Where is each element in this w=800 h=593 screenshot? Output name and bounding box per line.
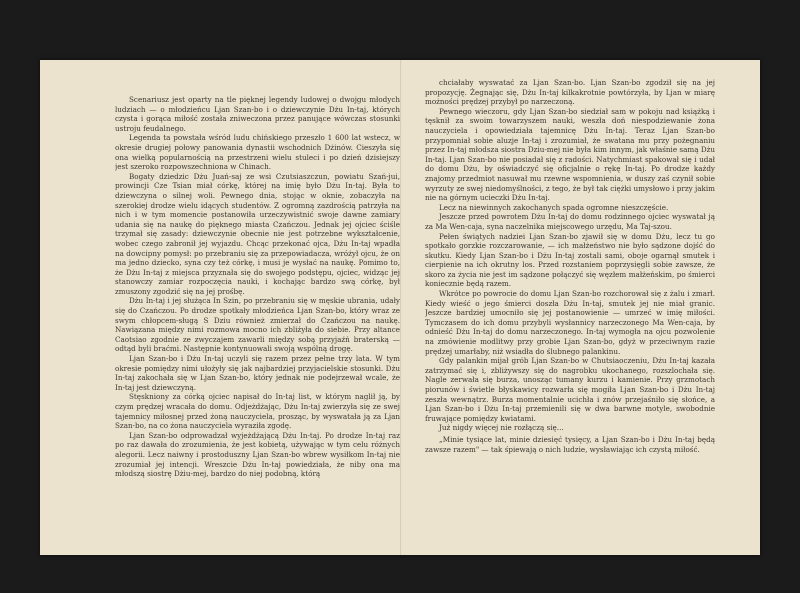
paragraph: Już nigdy więcej nie rozłączą się... (439, 423, 564, 433)
paragraph: Ljan Szan-bo i Dżu In-taj uczyli się razem przez pełne trzy lata. W tym okresie pomiędzy nimi ułożyły się jak najbardziej przyjacielskie stosunki. Dżu In-taj zakochała się w Ljan Szan-bo, który jednak nie podejrzewał wcale, że In-taj jest dziewczyną. (115, 354, 400, 392)
document-sheet (40, 60, 760, 555)
paragraph: Pełen świątych nadziei Ljan Szan-bo zjawił się w domu Dżu, lecz tu go spotkało gorzkie rozczarowanie, — ich małżeństwo nie było sądzone dojść do skutku. Kiedy Ljan Szan-bo i Dżu In-taj zostali sami, oboje ogarnął smutek i cierpienie na ich okrutny los. Przed rozstaniem poprzysięgli sobie zawsze, że skoro za życia nie jest im sądzone połączyć się węzłem małżeńskim, po śmierci koniecznie będą razem. (425, 231, 715, 289)
closing-quote-paragraph: „Minie tysiące lat, minie dziesięć tysięcy, a Ljan Szan-bo i Dżu In-taj będą zawsze razem" — tak śpiewają o nich ludzie, wysławiając ich czystą miłość. (425, 434, 715, 454)
paragraph: Legenda ta powstała wśród ludu chińskiego przeszło 1 600 lat wstecz, w okresie drugiej połowy panowania dynastii wschodnich Dżinów. Cieszyła się ona wielką popularnością na przestrzeni wielu stuleci i po dzień dzisiejszy jest szeroko rozpowszechniona w Chinach. (115, 133, 400, 172)
paragraph: Dżu In-taj i jej służąca In Szin, po przebraniu się w męskie ubrania, udały się do Czańczou. Po drodze spotkały młodzieńca Ljan Szan-bo, który wraz ze swym chłopcem-sługą S Dziu również zmierzał do Czańczou na naukę. Nawiązana między nimi rozmowa mocno ich zbliżyła do siebie. Przy altance Caotsiao zgodnie ze zwyczajem zawarli między sobą przyjaźń braterską — odtąd byli braćmi. Następnie kontynuowali swoją wspólną drogę. (115, 296, 400, 354)
paragraph: Bogaty dziedzic Dżu Juań-saj ze wsi Czutsiaszczun, powiatu Szań-jui, prowincji Cze Tsian miał córkę, której na imię było Dżu In-taj. Była to dziewczyna o silnej woli. Pewnego dnia, stojąc w oknie, zobaczyła na szerokiej drodze wielu idących studentów. Z ogromną zazdrością patrzyła na nich i w tym momencie postanowiła urzeczywistnić swoje dawne zamiary udania się na naukę do pięknego miasta Czańczou. Jednak jej ojciec ściśle trzymał się zasady: dziewczynie obecnie nie jest potrzebne wykształcenie, wobec czego zabronił jej wyjazdu. Chcąc przekonać ojca, Dżu In-taj wpadła na dowcipny pomysł: po przebraniu się za przepowiadacza, wróżył ojcu, że on ma jedno dziecko, syna czy też córkę, i musi je wysłać na naukę. Pomimo to, że Dżu In-taj z miejsca przyznała się do swojego podstępu, ojciec, widząc jej stanowczy zamiar rozpoczęcia nauki, i kochając bardzo swą córkę, był zmuszony zgodzić się na jej prośbę. (115, 171, 400, 296)
right-page (425, 78, 715, 518)
paragraph: Stęskniony za córką ojciec napisał do In-taj list, w którym naglił ją, by czym prędzej wracała do domu. Odjeżdżając, Dżu In-taj zwierzyła się ze swej tajemnicy miłosnej przed żoną nauczyciela, prosząc, by wyswatała ją za Ljan Szan-bo, na co żona nauczyciela wyraziła zgodę. (115, 392, 400, 431)
paragraph: Pewnego wieczoru, gdy Ljan Szan-bo siedział sam w pokoju nad książką i tęsknił za swoim towarzyszem nauki, weszła doń niespodziewanie żona nauczyciela i opowiedziała tajemnicę Dżu In-taj. Teraz Ljan Szan-bo przypomniał sobie aluzje In-taj i zrozumiał, że swatana mu przy pożegnaniu przez In-taj młodsza siostra Dziu-mej nie była kim innym, jak właśnie samą Dżu In-taj. Ljan Szan-bo nie posiadał się z radości. Natychmiast spakował się i udał do domu Dżu, by oświadczyć się oficjalnie o rękę In-taj. Po drodze każdy znajomy przedmiot nasuwał mu rzewne wspomnienia, w duszy zaś czynił sobie wyrzuty ze swej niedomyślności, z tego, że był tak ciężki umysłowo i przy jakim nie na górnym ucieczki Dżu In-taj. (425, 106, 715, 203)
paragraph: chciałaby wyswatać za Ljan Szan-bo. Ljan Szan-bo zgodził się na jej propozycję. Żegnając się, Dżu In-taj kilkakrotnie powtórzyła, by Ljan w miarę możności prędzej przybył po narzeczoną. (425, 78, 715, 107)
paragraph: Gdy palankin mijał grób Ljan Szan-bo w Chutsiaoczeniu, Dżu In-taj kazała zatrzymać się i, zbliżywszy się do nagrobku ukochanego, rozszlochała się. Nagle zerwała się burza, unosząc tumany kurzu i kamienie. Przy grzmotach piorunów i świetle błyskawicy rozwarła się mogiła Ljan Szan-bo i Dżu In-taj zeszła wewnątrz. Burza momentalnie ucichła i znów przejaśniło się słońce, a Ljan Szan-bo i Dżu In-taj przemienili się w dwa barwne motyle, swobodnie fruwające pomiędzy kwiatami. (425, 356, 715, 423)
left-page (115, 95, 400, 535)
paragraph: Scenariusz jest oparty na tle pięknej legendy ludowej o dwojgu młodych ludziach — o młodzieńcu Ljan Szan-bo i o dziewczynie Dżu In-taj, których czysta i gorąca miłość została zniweczona przez panujące wówczas stosunki ustroju feudalnego. (115, 95, 400, 133)
paragraph: Jeszcze przed powrotem Dżu In-taj do domu rodzinnego ojciec wyswatał ją za Ma Wen-caja, syna naczelnika miejscowego urzędu, Ma Taj-szou. (425, 212, 715, 231)
paragraph: Lecz na niewinnych zakochanych spada ogromne nieszczęście. (439, 202, 669, 212)
paragraph: Wkrótce po powrocie do domu Ljan Szan-bo rozchorował się z żalu i zmarł. Kiedy wieść o jego śmierci doszła Dżu In-taj, smutek jej nie miał granic. Jeszcze bardziej umocniło się jej postanowienie — umrzeć w imię miłości. Tymczasem do ich domu przybyli wysłannicy narzeczonego Ma Wen-caja, by odnieść Dżu In-taj do domu narzeczonego. In-taj wymogła na ojcu pozwolenie na zmówienie modlitwy przy grobie Ljan Szan-bo, gdyż w przeciwnym razie prędzej umarłaby, niż wsiadła do ślubnego palankinu. (425, 289, 715, 356)
paragraph: Ljan Szan-bo odprowadzał wyjeżdżającą Dżu In-taj. Po drodze In-taj raz po raz dawała do zrozumienia, że jest kobietą, używając w tym celu różnych alegorii. Lecz naiwny i prostoduszny Ljan Szan-bo wbrew wysiłkom In-taj nie zrozumiał jej intencji. Wreszcie Dżu In-taj powiedziała, że niby ona ma młodszą siostrę Dżiu-mej, bardzo do niej podobną, którą (115, 430, 400, 479)
